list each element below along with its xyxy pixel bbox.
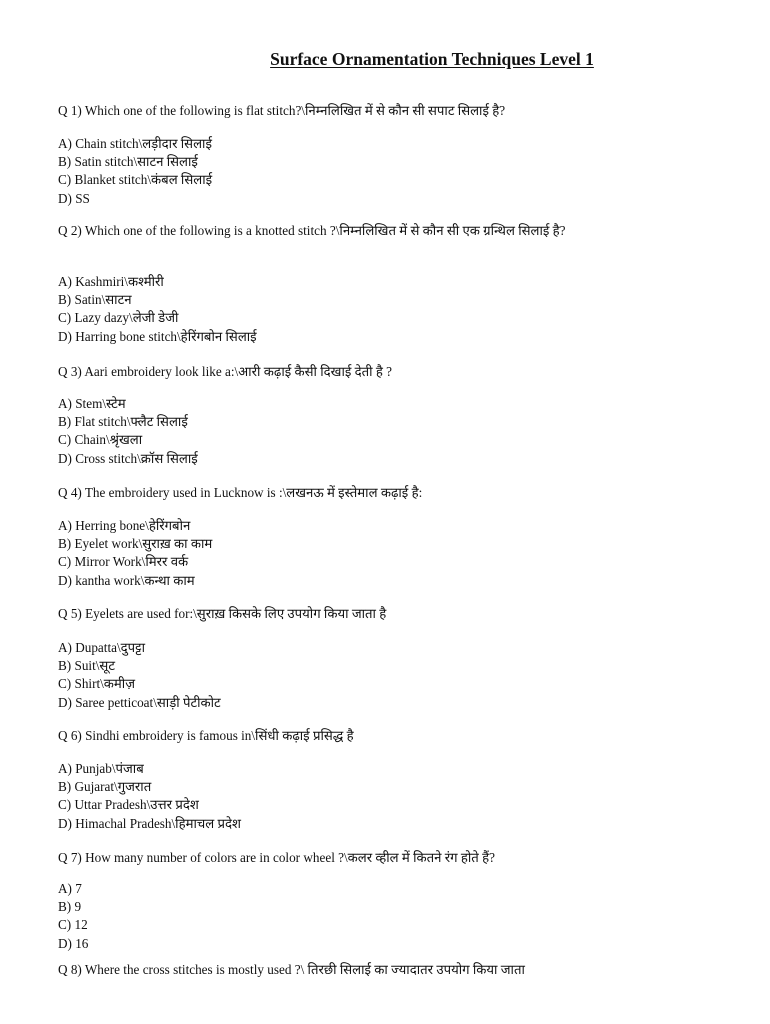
question-8: Q 8) Where the cross stitches is mostly used ?\ तिरछी सिलाई का ज्यादातर उपयोग किया जाता bbox=[58, 962, 525, 977]
option: D) SS bbox=[58, 190, 90, 206]
option: C) Uttar Pradesh\उत्तर प्रदेश bbox=[58, 797, 199, 813]
question-2-options bbox=[58, 273, 658, 346]
option: A) Punjab\पंजाब bbox=[58, 761, 144, 776]
option: D) Saree petticoat\साड़ी पेटीकोट bbox=[58, 694, 221, 710]
option: D) Cross stitch\क्रॉस सिलाई bbox=[58, 450, 198, 466]
question-5-options bbox=[58, 639, 658, 712]
option: B) Gujarat\गुजरात bbox=[58, 779, 152, 795]
option: A) Dupatta\दुपट्टा bbox=[58, 640, 145, 655]
question-4: Q 4) The embroidery used in Lucknow is :\लखनऊ में इस्तेमाल कढ़ाई है: bbox=[58, 485, 423, 500]
option: B) Suit\सूट bbox=[58, 658, 115, 674]
option: A) Herring bone\हेरिंगबोन bbox=[58, 518, 191, 533]
option: B) Satin\साटन bbox=[58, 292, 132, 308]
question-1-options bbox=[58, 135, 658, 208]
question-5: Q 5) Eyelets are used for:\सुराख़ किसके लिए उपयोग किया जाता है bbox=[58, 606, 387, 621]
question-4-options bbox=[58, 517, 658, 590]
option: C) Lazy dazy\लेजी डेजी bbox=[58, 310, 179, 326]
option: A) 7 bbox=[58, 881, 82, 896]
question-7: Q 7) How many number of colors are in color wheel ?\कलर व्हील में कितने रंग होते हैं? bbox=[58, 850, 495, 865]
option: A) Stem\स्टेम bbox=[58, 396, 126, 411]
option: B) 9 bbox=[58, 899, 82, 915]
question-6: Q 6) Sindhi embroidery is famous in\सिंधी कढ़ाई प्रसिद्ध है bbox=[58, 728, 354, 743]
option: D) Harring bone stitch\हेरिंगबोन सिलाई bbox=[58, 328, 257, 344]
option: C) Chain\श्रृंखला bbox=[58, 432, 143, 448]
question-1: Q 1) Which one of the following is flat stitch?\निम्नलिखित में से कौन सी सपाट सिलाई है? bbox=[58, 103, 506, 118]
option: B) Satin stitch\साटन सिलाई bbox=[58, 154, 198, 170]
option: C) 12 bbox=[58, 917, 88, 933]
option: D) 16 bbox=[58, 935, 89, 951]
option: A) Chain stitch\लड़ीदार सिलाई bbox=[58, 136, 212, 151]
option: D) Himachal Pradesh\हिमाचल प्रदेश bbox=[58, 815, 241, 831]
question-3-options bbox=[58, 395, 658, 468]
option: D) kantha work\कन्था काम bbox=[58, 572, 195, 588]
option: A) Kashmiri\कश्मीरी bbox=[58, 274, 164, 289]
option: B) Flat stitch\फ्लैट सिलाई bbox=[58, 414, 188, 430]
document-title: Surface Ornamentation Techniques Level 1 bbox=[270, 49, 594, 69]
question-3: Q 3) Aari embroidery look like a:\आरी कढ़ाई कैसी दिखाई देती है ? bbox=[58, 364, 393, 379]
option: B) Eyelet work\सुराख़ का काम bbox=[58, 536, 213, 552]
option: C) Mirror Work\मिरर वर्क bbox=[58, 554, 189, 570]
question-7-options bbox=[58, 880, 658, 953]
option: C) Shirt\कमीज़ bbox=[58, 676, 136, 692]
question-6-options bbox=[58, 760, 658, 833]
option: C) Blanket stitch\कंबल सिलाई bbox=[58, 172, 213, 188]
question-2: Q 2) Which one of the following is a knotted stitch ?\निम्नलिखित में से कौन सी एक ग्रन्थिल सिलाई है? bbox=[58, 223, 566, 238]
